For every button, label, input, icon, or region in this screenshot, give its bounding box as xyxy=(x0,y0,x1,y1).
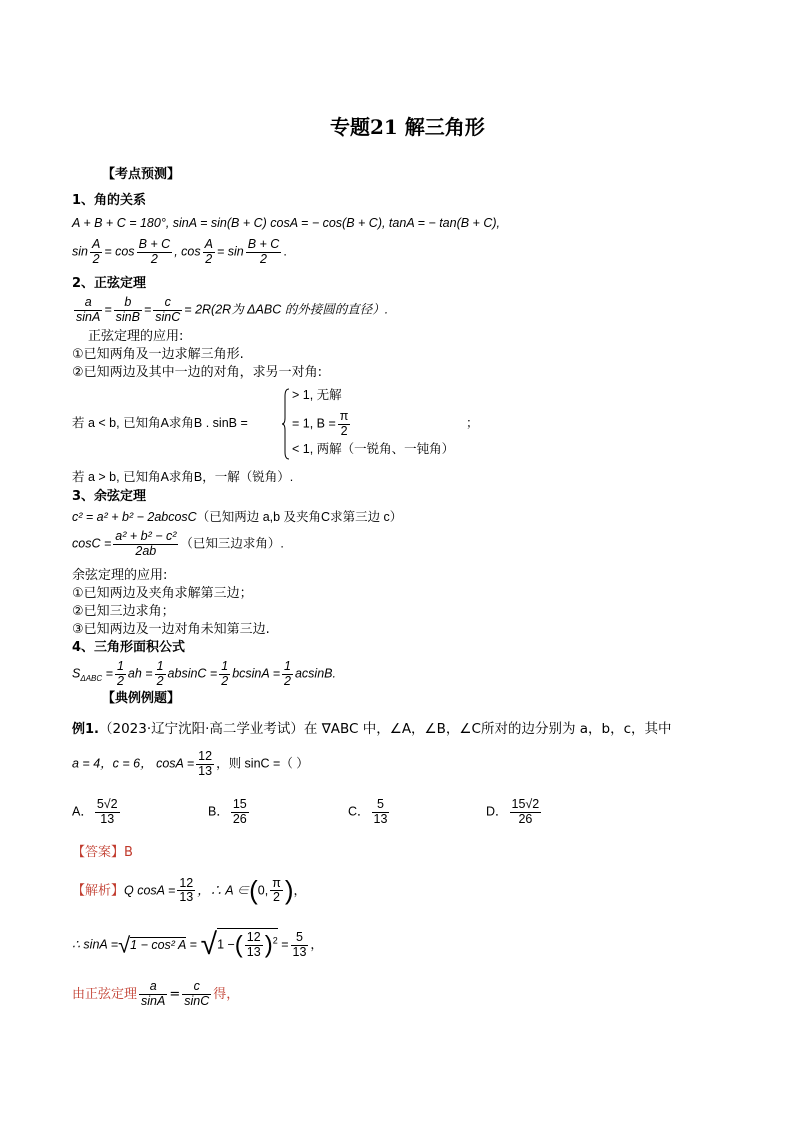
analysis-line-3: 由正弦定理 $\frac{a}{\sin A}$ = $\frac{c}{\sin C}$ 得， xyxy=(72,979,240,1008)
case-semicolon: ； xyxy=(466,416,479,430)
frac-half-2: $\frac{1}{2}$ xyxy=(156,659,164,688)
half-angle-formulas: sin $\frac{A}{2}$ = cos $\frac{B + C}{2}$ , cos $\frac{A}{2}$ = sin $\frac{B + C}{2}$ . xyxy=(72,237,287,266)
frac-half-3: $\frac{1}{2}$ xyxy=(221,659,229,688)
option-b[interactable]: B． $\frac{15}{26}$ xyxy=(208,797,247,826)
case-lhs: 若 a < b, 已知角A求角B . sinB = xyxy=(72,416,248,430)
sine-law-app-1: ①已知两角及一边求解三角形. xyxy=(72,347,244,362)
frac-pi-over-2: $\frac{\pi}{2}$ xyxy=(339,409,349,438)
analysis-line-1: 【解析】Q cosA = $\frac{12}{13}$ ，∴ A ∈(0, $\frac{\pi}{2}$ )， xyxy=(72,875,306,905)
example-1-stem: 例1.（2023·辽宁沈阳·高二学业考试）在 ∇ABC 中，∠A，∠B，∠C所对的边分别为 a，b，c，其中 xyxy=(72,721,672,737)
frac-bc-over-2-b: $\frac{B + C}{2}$ xyxy=(247,237,280,266)
frac-12-13: $\frac{12}{13}$ xyxy=(198,749,213,778)
page-title: 专题21 解三角形 xyxy=(330,115,485,139)
option-a[interactable]: A． $\frac{5√2}{13}$ xyxy=(72,797,118,826)
cosine-law-app-title: 余弦定理的应用: xyxy=(72,568,168,583)
sine-law-app-title: 正弦定理的应用: xyxy=(88,329,184,344)
example-1-given: a = 4，c = 6， cosA = $\frac{12}{13}$ ，则 sinC =（ ） xyxy=(72,749,309,778)
option-c[interactable]: C． $\frac{5}{13}$ xyxy=(348,797,388,826)
heading-angle-relations: 1、角的关系 xyxy=(72,193,147,208)
area-formula: $S_{\Delta ABC}$ = $\frac{1}{2}$ ah = $\frac{1}{2}$ absinC = $\frac{1}{2}$ bcsinA = $\frac{1}{2}$ acsinB. xyxy=(72,659,336,688)
heading-sine-law: 2、正弦定理 xyxy=(72,276,147,291)
cosine-law-angle-formula: cosC = $\frac{\text{a² + b² − c²}}{2ab}$ （已知三边求角）. xyxy=(72,529,284,558)
answer-line: 【答案】B xyxy=(72,845,133,860)
sine-law-app-2: ②已知两边及其中一边的对角，求另一对角: xyxy=(72,365,323,380)
case-lt-one: < 1, 两解（一锐角、一钝角） xyxy=(292,442,455,456)
left-brace-icon xyxy=(282,388,290,460)
half-a-lhs: sin xyxy=(72,244,88,259)
frac-b-sinB: $\frac{b}{\sin B}$ xyxy=(115,295,140,324)
frac-a-sinA: $\frac{a}{\sin A}$ xyxy=(76,295,101,324)
analysis-line-2: ∴ sinA =√1 − cos² A = √1 −( $\frac{12}{13}$ )$^2$ = $\frac{5}{13}$ ， xyxy=(72,928,323,961)
case-a-gt-b: 若 a > b, 已知角A求角B，一解（锐角）. xyxy=(72,470,294,484)
section-header-examples: 【典例例题】 xyxy=(102,691,181,706)
angle-relations-line: A + B + C = 180°, sinA = sin(B + C) cosA = − cos(B + C), tanA = − tan(B + C), xyxy=(72,216,500,230)
cosine-law-app-1: ①已知两边及夹角求解第三边； xyxy=(72,586,253,601)
frac-a-over-2-b: $\frac{A}{2}$ xyxy=(204,237,213,266)
frac-a-over-2: $\frac{A}{2}$ xyxy=(91,237,101,266)
frac-c-sinC: $\frac{c}{\sin C}$ xyxy=(155,295,181,324)
cosine-law-app-3: ③已知两边及一边对角未知第三边. xyxy=(72,622,270,637)
option-d[interactable]: D． $\frac{15√2}{26}$ xyxy=(486,797,540,826)
frac-half-1: $\frac{1}{2}$ xyxy=(116,659,124,688)
frac-bc-over-2: $\frac{B + C}{2}$ xyxy=(138,237,171,266)
cosine-law-formula: c² = a² + b² − 2abcosC（已知两边 a,b 及夹角C求第三边 c） xyxy=(72,510,403,524)
frac-half-4: $\frac{1}{2}$ xyxy=(284,659,291,688)
frac-cos-c: $\frac{\text{a² + b² − c²}}{2ab}$ xyxy=(115,529,177,558)
case-gt-one: > 1, 无解 xyxy=(292,388,342,402)
sine-law-formula: $\frac{a}{\sin A}$ = $\frac{b}{\sin B}$ = $\frac{c}{\sin C}$ = 2R(2R为 ΔABC 的外接圆的直径）. xyxy=(76,295,389,324)
heading-area-formula: 4、三角形面积公式 xyxy=(72,640,186,655)
case-eq-one: = 1, B = $\frac{\pi}{2}$ xyxy=(292,409,349,438)
heading-cosine-law: 3、余弦定理 xyxy=(72,489,147,504)
cosine-law-app-2: ②已知三边求角； xyxy=(72,604,175,619)
section-header-predict: 【考点预测】 xyxy=(102,167,181,182)
